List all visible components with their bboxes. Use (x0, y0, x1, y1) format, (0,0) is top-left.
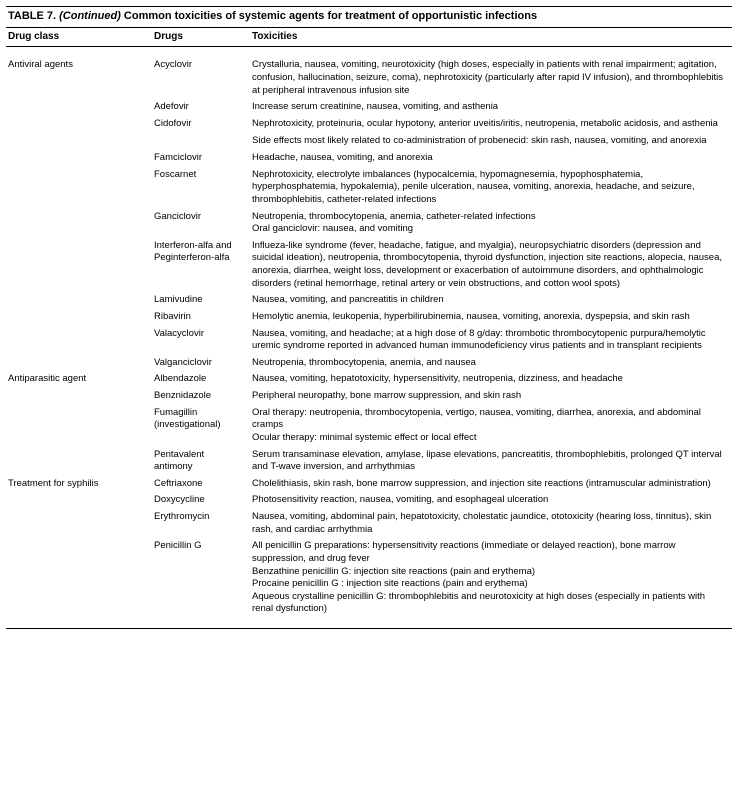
cell-drug-class (6, 355, 152, 372)
cell-drug: Erythromycin (154, 511, 210, 522)
cell-drug: Valacyclovir (154, 327, 204, 339)
table-row (6, 99, 732, 116)
header-row (6, 28, 732, 47)
column-header-drug-class: Drug class (8, 30, 60, 42)
cell-toxicities (250, 167, 732, 209)
cell-drug: Famciclovir (154, 152, 203, 163)
cell-drug-class (6, 238, 152, 293)
cell-toxicities (250, 447, 732, 476)
toxicity-paragraph: Nephrotoxicity, electrolyte imbalances (hypocalcemia, hypomagnesemia, hypophosphatemia, hyperphosphatemia, hypokalemia), penile ulceration, nausea, vomiting, anorexia, headache, and seizure, thrombophlebitis, catheter-related infections (252, 168, 695, 205)
cell-drug-class (6, 167, 152, 209)
cell-toxicities (250, 355, 732, 372)
cell-toxicities (250, 509, 732, 538)
table-row (6, 326, 732, 355)
cell-toxicities (250, 309, 732, 326)
column-header-toxicities: Toxicities (252, 30, 298, 42)
cell-drug: Valganciclovir (154, 356, 212, 368)
toxicity-table-body (6, 47, 732, 628)
cell-drug-class (6, 116, 152, 150)
table-row (6, 209, 732, 238)
cell-toxicities (250, 405, 732, 447)
cell-drug-class (6, 209, 152, 238)
cell-toxicities (250, 116, 732, 150)
cell-drug: Foscarnet (154, 168, 197, 180)
cell-drug-class (6, 292, 152, 309)
cell-toxicities (250, 238, 732, 293)
table-row (6, 116, 732, 150)
toxicity-paragraph: Nausea, vomiting, and headache; at a high dose of 8 g/day: thrombotic thrombocytopenic purpura/hemolytic uremic syndrome reported in advanced human immunodeficiency virus patients and in transplant recipients (252, 327, 706, 352)
cell-drug-class (6, 509, 152, 538)
toxicity-paragraph: Crystalluria, nausea, vomiting, neurotoxicity (high doses, especially in patients with renal impairment; agitation, confusion, hallucination, seizure, coma), nephrotoxicity (particularly after rapid IV infusion), and thrombophlebitis at peripheral intravenous infusion site (252, 59, 724, 96)
spacer (6, 618, 732, 628)
toxicity-paragraph: Benzathine penicillin G: injection site reactions (pain and erythema) (252, 565, 536, 577)
cell-drug-class (6, 492, 152, 509)
cell-drug-class (6, 326, 152, 355)
toxicity-paragraph: Procaine penicillin G : injection site reactions (pain and erythema) (252, 578, 528, 590)
toxicity-paragraph: Increase serum creatinine, nausea, vomiting, and asthenia (252, 101, 499, 113)
toxicity-paragraph: Oral therapy: neutropenia, thrombocytopenia, vertigo, nausea, vomiting, diarrhea, anorexia, and abdominal cramps (252, 406, 701, 431)
table-row (6, 57, 732, 99)
cell-drug: Penicillin G (154, 540, 202, 552)
toxicity-table-container (6, 6, 732, 629)
cell-toxicities (250, 150, 732, 167)
cell-drug: Doxycycline (154, 494, 205, 506)
table-bottom-rule (6, 628, 732, 629)
table-row (6, 371, 732, 388)
table-body (6, 47, 732, 628)
table-row (6, 355, 732, 372)
cell-drug-class (6, 99, 152, 116)
cell-drug-class (6, 538, 152, 618)
spacer (6, 47, 732, 57)
toxicity-paragraph: Headache, nausea, vomiting, and anorexia (252, 152, 433, 163)
cell-drug-class (6, 447, 152, 476)
cell-drug: Acyclovir (154, 59, 193, 71)
table-row (6, 405, 732, 447)
toxicity-paragraph: Ocular therapy: minimal systemic effect or local effect (252, 431, 477, 443)
table-row (6, 447, 732, 476)
cell-drug-class (6, 405, 152, 447)
toxicity-paragraph: Peripheral neuropathy, bone marrow suppression, and skin rash (252, 390, 522, 401)
table-row (6, 538, 732, 618)
toxicity-paragraph: Nausea, vomiting, and pancreatitis in children (252, 294, 444, 306)
cell-drug: Ceftriaxone (154, 477, 203, 489)
cell-drug-class (6, 150, 152, 167)
toxicity-paragraph: Aqueous crystalline penicillin G: thrombophlebitis and neurotoxicity at high doses (especially in patients with renal dysfunction) (252, 590, 706, 615)
cell-drug: Albendazole (154, 373, 207, 385)
table-row (6, 388, 732, 405)
table-row (6, 292, 732, 309)
cell-toxicities (250, 476, 732, 493)
cell-toxicities (250, 492, 732, 509)
table-row (6, 238, 732, 293)
table-caption (6, 7, 732, 27)
table-row (6, 150, 732, 167)
cell-toxicities (250, 57, 732, 99)
toxicity-paragraph: Cholelithiasis, skin rash, bone marrow suppression, and injection site reactions (intramuscular administration) (252, 477, 711, 489)
cell-toxicities (250, 292, 732, 309)
column-header-drugs: Drugs (154, 30, 183, 42)
toxicity-paragraph: Side effects most likely related to co-administration of probenecid: skin rash, nausea, vomiting, and anorexia (252, 135, 707, 147)
cell-drug: Pentavalent antimony (154, 448, 205, 473)
cell-toxicities (250, 326, 732, 355)
table-row (6, 309, 732, 326)
toxicity-table (6, 28, 732, 47)
cell-drug-class: Treatment for syphilis (8, 477, 99, 489)
cell-toxicities (250, 99, 732, 116)
toxicity-paragraph: Influeza-like syndrome (fever, headache, fatigue, and myalgia), neuropsychiatric disorders (depression and suicidal ideation), neutropenia, thrombocytopenia, thyroid dysfunction, injection site reactions, alopecia, nausea, anorexia, diarrhea, weight loss, development or exacerbation of autoimmune disorders, and ophthalmologic disorders (retinal hemorrhage, retinal artery or vein obstructions, and cotton wool spots) (252, 239, 723, 289)
table-row (6, 509, 732, 538)
table-head (6, 28, 732, 47)
cell-toxicities (250, 538, 732, 618)
toxicity-paragraph: Photosensitivity reaction, nausea, vomiting, and esophageal ulceration (252, 494, 549, 506)
toxicity-paragraph: Nausea, vomiting, abdominal pain, hepatotoxicity, cholestatic jaundice, ototoxicity (hearing loss, tinnitus), skin rash, and cardiac arrhythmia (252, 511, 712, 535)
cell-drug-class: Antiviral agents (8, 59, 73, 71)
cell-drug-class (6, 309, 152, 326)
toxicity-paragraph: Neutropenia, thrombocytopenia, anemia, catheter-related infections (252, 210, 536, 222)
table-row (6, 167, 732, 209)
cell-drug: Cidofovir (154, 117, 192, 129)
toxicity-paragraph: Serum transaminase elevation, amylase, lipase elevations, pancreatitis, thrombophlebitis, prolonged QT interval and T-wave inversion, and arrhythmias (252, 448, 722, 473)
cell-drug-class: Antiparasitic agent (8, 373, 87, 385)
cell-toxicities (250, 388, 732, 405)
toxicity-paragraph: All penicillin G preparations: hypersensitivity reactions (immediate or delayed reaction), bone marrow suppression, and drug fever (252, 540, 676, 564)
cell-drug: Adefovir (154, 101, 189, 113)
table-continued-note: (Continued) (59, 10, 121, 22)
cell-drug: Ribavirin (154, 310, 191, 322)
table-row (6, 476, 732, 493)
table-caption-text: Common toxicities of systemic agents for treatment of opportunistic infections (123, 10, 538, 22)
cell-toxicities (250, 209, 732, 238)
toxicity-paragraph: Hemolytic anemia, leukopenia, hyperbilirubinemia, nausea, vomiting, anorexia, dyspepsia, and skin rash (252, 310, 690, 322)
table-label: TABLE 7. (8, 10, 57, 22)
cell-drug: Interferon-alfa and Peginterferon-alfa (154, 239, 232, 264)
cell-drug: Lamivudine (154, 294, 203, 306)
toxicity-paragraph: Neutropenia, thrombocytopenia, anemia, and nausea (252, 356, 476, 368)
toxicity-paragraph: Oral ganciclovir: nausea, and vomiting (252, 223, 414, 235)
cell-drug-class (6, 388, 152, 405)
cell-drug: Benznidazole (154, 390, 212, 401)
table-row (6, 492, 732, 509)
toxicity-paragraph: Nausea, vomiting, hepatotoxicity, hypersensitivity, neutropenia, dizziness, and headache (252, 373, 623, 385)
cell-drug: Fumagillin (investigational) (154, 406, 221, 431)
cell-toxicities (250, 371, 732, 388)
toxicity-paragraph: Nephrotoxicity, proteinuria, ocular hypotony, anterior uveitis/iritis, neutropenia, metabolic acidosis, and asthenia (252, 117, 718, 129)
cell-drug: Ganciclovir (154, 210, 201, 222)
